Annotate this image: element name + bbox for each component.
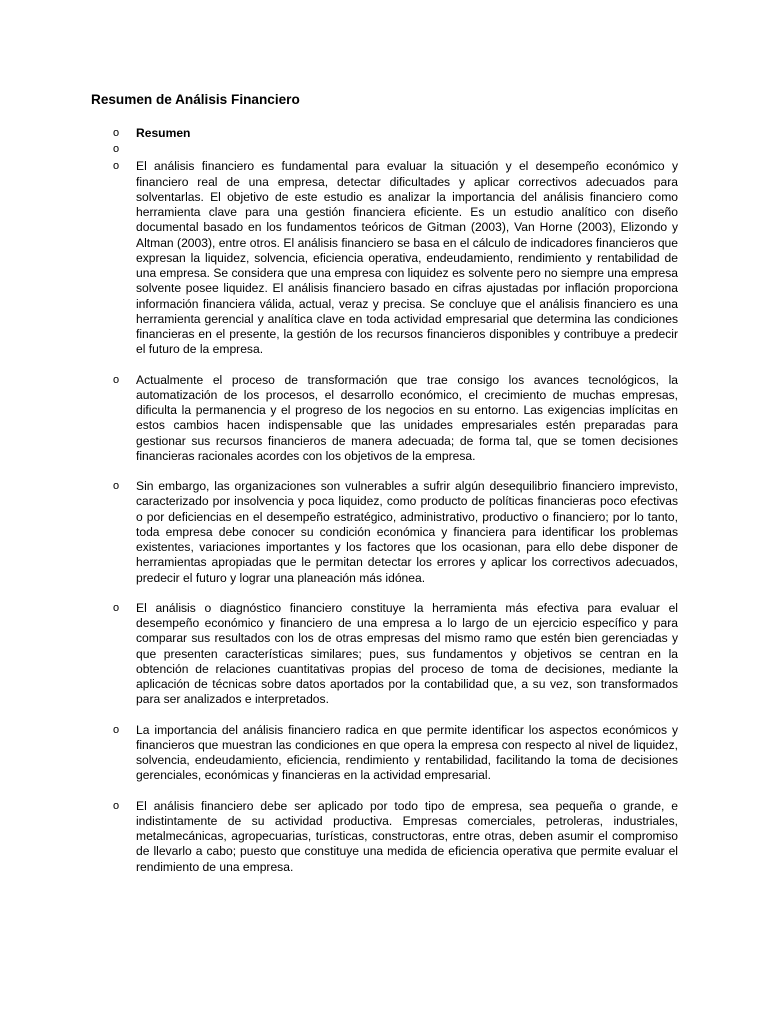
paragraph-text: El análisis financiero es fundamental para evaluar la situación y el desempeño económico y financiero real de una empresa, detectar dificultades y aplicar correctivos adecuados para solventarlas. El objetivo de este estudio es analizar la importancia del análisis financiero como herramienta clave para una gestión financiera eficiente. Es un estudio analítico con diseño documental basado en los fundamentos teóricos de Gitman (2003), Van Horne (2003), Elizondo y Altman (2003), entre otros. El análisis financiero se basa en el cálculo de indicadores financieros que expresan la liquidez, solvencia, eficiencia operativa, endeudamiento, rendimiento y rentabilidad de una empresa. Se considera que una empresa con liquidez es solvente pero no siempre una empresa solvente posee liquidez. El análisis financiero basado en cifras ajustadas por inflación proporciona información financiera válida, actual, veraz y precisa. Se concluye que el análisis financiero es una herramienta gerencial y analítica clave en toda actividad empresarial que determina las condiciones financieras en el presente, la gestión de los recursos financieros disponibles y contribuye a predecir el futuro de la empresa. — [136, 159, 678, 357]
list-item — [113, 601, 678, 708]
list-item-empty — [113, 142, 678, 159]
list-item — [113, 373, 678, 465]
bullet-list — [113, 126, 678, 875]
document-title: Resumen de Análisis Financiero — [91, 92, 300, 107]
list-item-heading — [113, 126, 678, 141]
bullet-marker: o — [113, 799, 120, 812]
bullet-marker: o — [113, 373, 120, 386]
list-item — [113, 799, 678, 875]
bullet-marker: o — [113, 127, 120, 139]
bullet-marker: o — [113, 601, 120, 614]
bullet-marker: o — [113, 480, 120, 492]
paragraph-text: El análisis financiero debe ser aplicado por todo tipo de empresa, sea pequeña o grande, e indistintamente de su actividad productiva. Empresas comerciales, petroleras, industriales, metalmecánicas, agropecuarias, turísticas, constructoras, entre otras, deben asumir el compromiso de llevarlo a cabo; puesto que constituye una medida de eficiencia operativa que permite evaluar el rendimiento de una empresa. — [136, 798, 678, 874]
bullet-marker: o — [113, 143, 120, 156]
list-item — [113, 159, 678, 357]
paragraph-text: Sin embargo, las organizaciones son vulnerables a sufrir algún desequilibrio financiero imprevisto, caracterizado por insolvencia y poca liquidez, como producto de políticas financieras poco efectivas o por deficiencias en el desempeño estratégico, administrativo, productivo o financiero; por lo tanto, toda empresa debe conocer su condición económica y financiera para identificar los problemas existentes, variaciones importantes y los factores que los ocasionan, para ello debe disponer de herramientas apropiadas que le permitan detectar los errores y aplicar los correctivos adecuados, predecir el futuro y lograr una planeación más idónea. — [136, 479, 678, 585]
section-heading: Resumen — [136, 126, 191, 140]
list-item — [113, 723, 678, 784]
bullet-marker: o — [113, 723, 120, 736]
paragraph-text: Actualmente el proceso de transformación que trae consigo los avances tecnológicos, la automatización de los procesos, el desarrollo económico, el crecimiento de muchas empresas, dificulta la permanencia y el progreso de los negocios en su entorno. Las exigencias implícitas en estos cambios hacen indispensable que las unidades empresariales estén preparadas para gestionar sus recursos financieros de manera adecuada; de forma tal, que se tomen decisiones financieras racionales acordes con los objetivos de la empresa. — [136, 372, 678, 463]
paragraph-text: La importancia del análisis financiero radica en que permite identificar los aspectos económicos y financieros que muestran las condiciones en que opera la empresa con respecto al nivel de liquidez, solvencia, endeudamiento, eficiencia, rendimiento y rentabilidad, facilitando la toma de decisiones gerenciales, económicas y financieras en la actividad empresarial. — [136, 722, 678, 783]
bullet-marker: o — [113, 160, 120, 173]
paragraph-text: El análisis o diagnóstico financiero constituye la herramienta más efectiva para evaluar el desempeño económico y financiero de una empresa a lo largo de un ejercicio específico y para comparar sus resultados con los de otras empresas del mismo ramo que estén bien gerenciadas y que presenten características similares; pues, sus fundamentos y objetivos se centran en la obtención de relaciones cuantitativas propias del proceso de toma de decisiones, mediante la aplicación de técnicas sobre datos aportados por la contabilidad que, a su vez, son transformados para ser analizados e interpretados. — [136, 600, 678, 707]
list-item — [113, 479, 678, 586]
